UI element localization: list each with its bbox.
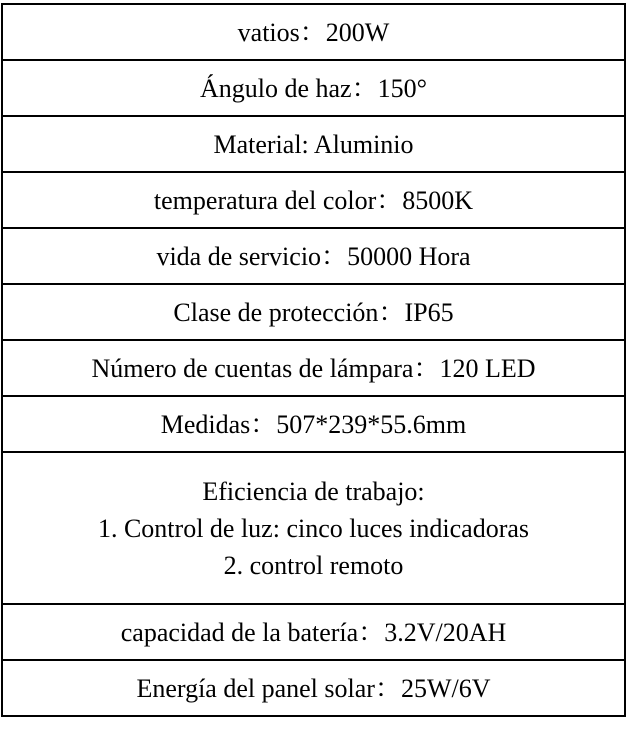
spec-cell-battery-capacity [2,604,625,660]
spec-separator: ： [376,185,403,215]
table-row [2,116,625,172]
spec-separator: ： [374,673,401,703]
table-row [2,340,625,396]
spec-label: capacidad de la batería [120,617,359,647]
spec-cell-solar-panel [2,660,625,716]
spec-separator: ： [250,409,277,439]
efficiency-item-light-control: 1. Control de luz: cinco luces indicadoras [97,513,530,543]
table-row [2,284,625,340]
spec-value: 8500K [402,185,474,215]
spec-label: Número de cuentas de lámpara [91,353,414,383]
spec-table [1,3,626,717]
table-row [2,396,625,452]
spec-cell-dimensions [2,396,625,452]
spec-separator: ： [413,353,440,383]
table-row [2,604,625,660]
spec-label: vatios [237,17,300,47]
efficiency-item-remote-control: 2. control remoto [223,550,404,580]
table-row [2,452,625,604]
spec-separator: ： [358,617,385,647]
spec-separator: ： [351,73,378,103]
spec-cell-material [2,116,625,172]
spec-separator: : [301,129,314,159]
spec-label: temperatura del color [153,185,377,215]
spec-cell-color-temperature [2,172,625,228]
table-row [2,660,625,716]
spec-value: 25W/6V [400,673,491,703]
spec-value: 50000 Hora [347,241,471,271]
spec-separator: ： [378,297,405,327]
spec-cell-led-count [2,340,625,396]
spec-value: Aluminio [313,129,414,159]
spec-separator: ： [299,17,326,47]
spec-cell-service-life [2,228,625,284]
spec-value: IP65 [404,297,454,327]
spec-value: 507*239*55.6mm [276,409,467,439]
spec-separator: ： [321,241,348,271]
spec-label: Energía del panel solar [136,673,375,703]
spec-cell-protection-class [2,284,625,340]
spec-label: Ángulo de haz [199,73,352,103]
spec-label: Material [213,129,302,159]
table-row [2,172,625,228]
spec-cell-beam-angle [2,60,625,116]
spec-value: 3.2V/20AH [384,617,507,647]
spec-label: vida de servicio [156,241,322,271]
spec-cell-wattage [2,4,625,60]
table-row [2,4,625,60]
spec-cell-work-efficiency [2,452,625,604]
spec-value: 120 LED [439,353,536,383]
table-row [2,228,625,284]
efficiency-title: Eficiencia de trabajo: [202,476,425,506]
spec-label: Medidas [160,409,251,439]
spec-value: 150° [377,73,428,103]
table-row [2,60,625,116]
spec-value: 200W [325,17,390,47]
spec-label: Clase de protección [173,297,379,327]
